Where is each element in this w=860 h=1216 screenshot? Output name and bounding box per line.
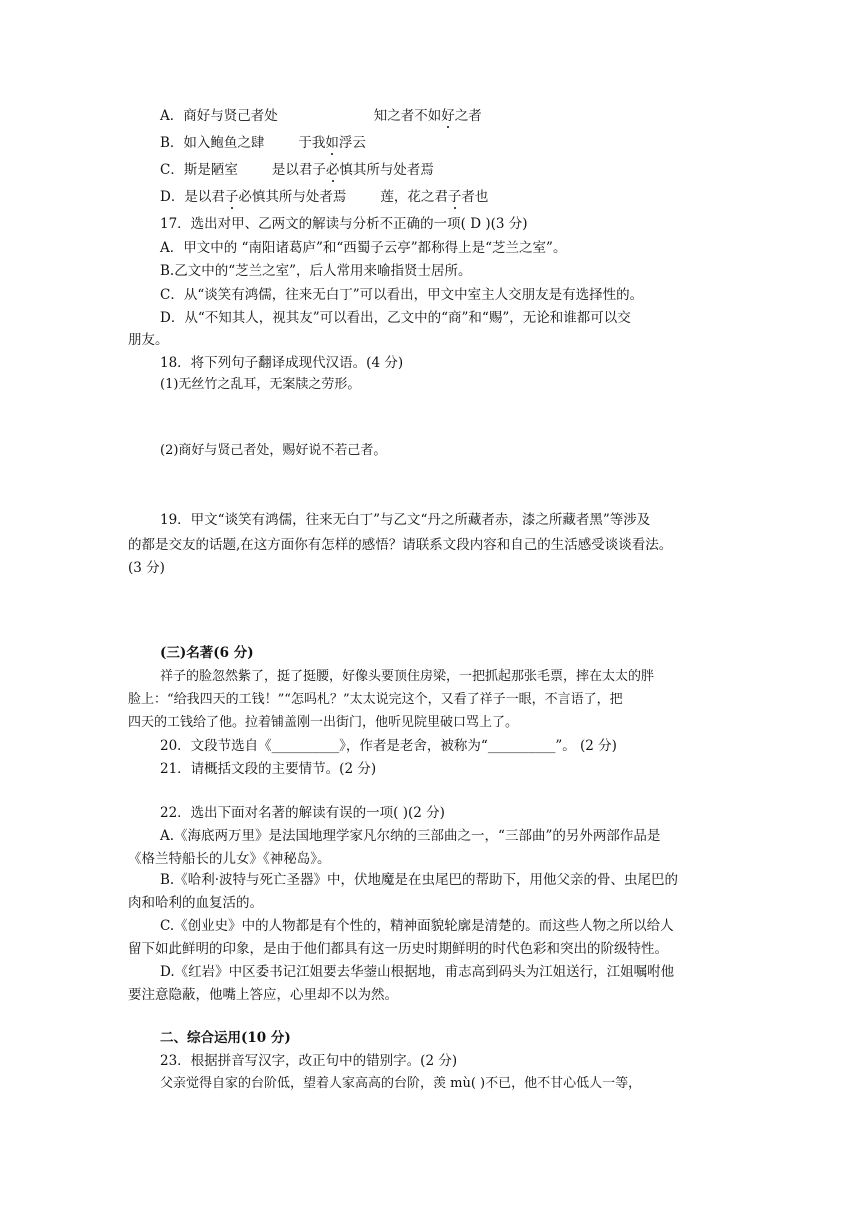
q19-line1: 19．甲文“谈笑有鸿儒，往来无白丁”与乙文“丹之所藏者赤，漆之所藏者黑”等涉及 bbox=[160, 512, 651, 528]
section3-passage-line1: 祥子的脸忽然紫了，挺了挺腰，好像头要顶住房梁，一把抓起那张毛票，摔在太太的胖 bbox=[160, 669, 655, 684]
q17-option-d-line2: 朋友。 bbox=[128, 332, 169, 348]
q16-option-d: D．是以君子必慎其所与处者焉 莲，花之君子者也 bbox=[160, 189, 489, 205]
q22-option-a-line2: 《格兰特船长的儿女》《神秘岛》。 bbox=[128, 851, 331, 867]
q17-option-b: B.乙文中的“芝兰之室”，后人常用来喻指贤士居所。 bbox=[160, 263, 472, 279]
q16-option-c: C．斯是陋室 是以君子必慎其所与处者焉 bbox=[160, 162, 434, 178]
q17-stem: 17．选出对甲、乙两文的解读与分析不正确的一项( D )(3 分) bbox=[160, 216, 528, 232]
section3-passage-line2: 脸上：“给我四天的工钱！”“怎吗札？”太太说完这个，又看了祥子一眼，不言语了，把 bbox=[128, 692, 623, 707]
q22-option-c-line1: C.《创业史》中的人物都是有个性的，精神面貌轮廓是清楚的。而这些人物之所以给人 bbox=[160, 918, 674, 934]
q19-line3: (3 分) bbox=[128, 560, 165, 576]
q22-option-d-line1: D.《红岩》中区委书记江姐要去华蓥山根据地，甫志高到码头为江姐送行，江姐嘱咐他 bbox=[160, 964, 675, 980]
q18-sentence-1: (1)无丝竹之乱耳，无案牍之劳形。 bbox=[160, 377, 361, 392]
q21-stem: 21．请概括文段的主要情节。(2 分) bbox=[160, 761, 377, 777]
q22-option-c-line2: 留下如此鲜明的印象，是由于他们都具有这一历史时期鲜明的时代色彩和突出的阶级特性。 bbox=[128, 941, 668, 957]
q22-stem: 22．选出下面对名著的解读有误的一项( )(2 分) bbox=[160, 805, 445, 821]
section3-heading: (三)名著(6 分) bbox=[160, 645, 254, 661]
q22-option-d-line2: 要注意隐蔽，他嘴上答应，心里却不以为然。 bbox=[128, 987, 398, 1003]
q18-sentence-2: (2)商好与贤己者处，赐好说不若己者。 bbox=[160, 443, 387, 458]
q23-stem: 23．根据拼音写汉字，改正句中的错别字。(2 分) bbox=[160, 1053, 458, 1069]
q19-line2: 的都是交友的话题,在这方面你有怎样的感悟？请联系文段内容和自己的生活感受谈谈看法。 bbox=[128, 537, 673, 553]
q17-option-d-line1: D．从“不知其人，视其友”可以看出，乙文中的“商”和“赐”，无论和谁都可以交 bbox=[160, 310, 631, 326]
q16-option-b: B．如入鲍鱼之肆 于我如浮云 bbox=[160, 135, 366, 151]
q22-option-a-line1: A.《海底两万里》是法国地理学家凡尔纳的三部曲之一，“三部曲”的另外两部作品是 bbox=[160, 828, 661, 844]
q20-stem: 20．文段节选自《__________》，作者是老舍，被称为“__________”。 (2 分) bbox=[160, 738, 617, 754]
section3-passage-line3: 四天的工钱给了他。拉着铺盖刚一出街门，他听见院里破口骂上了。 bbox=[128, 715, 519, 730]
section2-heading: 二、综合运用(10 分) bbox=[160, 1030, 291, 1046]
q16-option-a: A．商好与贤己者处 知之者不如好之者 bbox=[160, 108, 482, 124]
q22-option-b-line2: 肉和哈利的血复活的。 bbox=[128, 895, 263, 911]
q17-option-c: C．从“谈笑有鸿儒，往来无白丁”可以看出，甲文中室主人交朋友是有选择性的。 bbox=[160, 287, 644, 303]
q17-option-a: A．甲文中的 “南阳诸葛庐”和“西蜀子云亭”都称得上是“芝兰之室”。 bbox=[160, 240, 567, 256]
q22-option-b-line1: B.《哈利·波特与死亡圣器》中，伏地魔是在虫尾巴的帮助下，用他父亲的骨、虫尾巴的 bbox=[160, 872, 679, 888]
q23-passage-line1: 父亲觉得自家的台阶低，望着人家高高的台阶，羡 mù( )不已，他不甘心低人一等， bbox=[160, 1076, 642, 1091]
q18-stem: 18．将下列句子翻译成现代汉语。(4 分) bbox=[160, 355, 404, 371]
